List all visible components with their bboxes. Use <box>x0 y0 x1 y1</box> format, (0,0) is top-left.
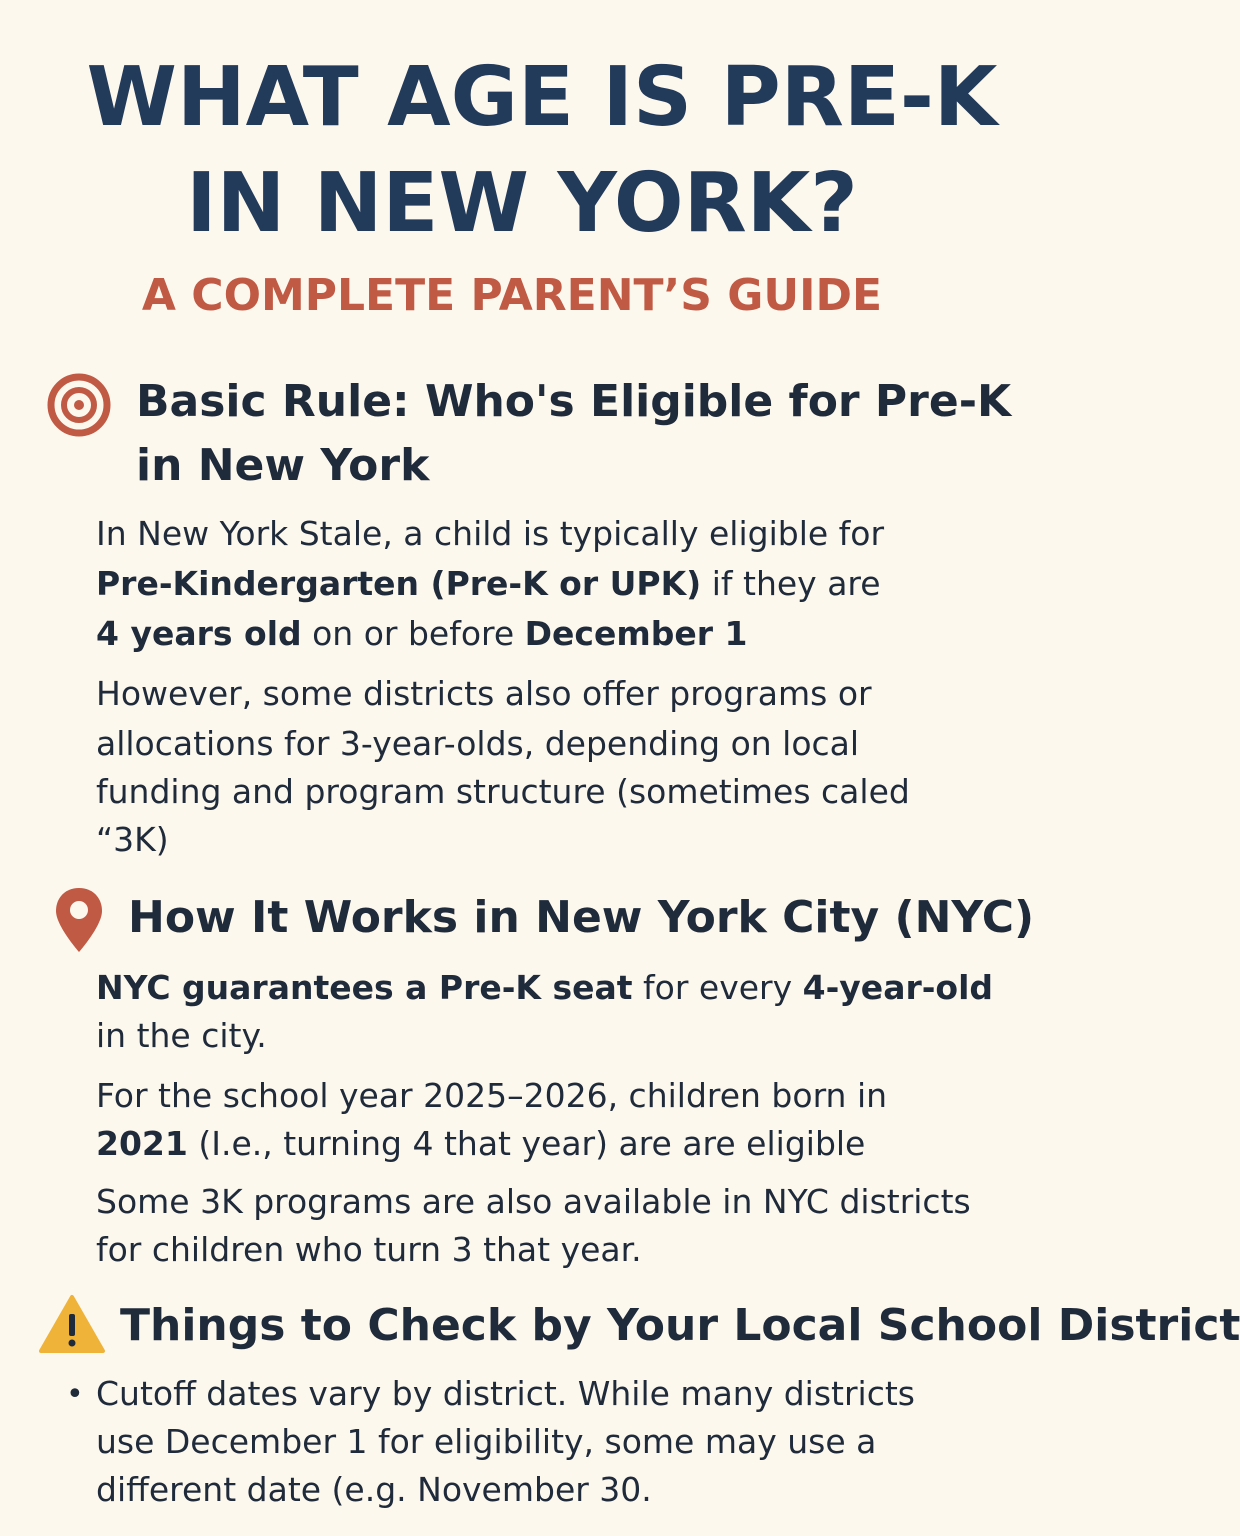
page-title-line2: IN NEW YORK? <box>186 156 858 251</box>
section2-p2-line2-rest: (I.e., turning 4 that year) are are eligible <box>187 1124 866 1163</box>
birth-year: 2021 <box>96 1124 188 1163</box>
section3-bullet1-line2: use December 1 for eligibility, some may use a <box>96 1422 877 1461</box>
section1-p1-line3 <box>96 610 748 658</box>
target-icon <box>46 372 112 438</box>
map-pin-icon <box>54 886 104 956</box>
age-four: 4-year-old <box>802 968 994 1007</box>
section2-p2-line1: For the school year 2025–2026, children born in <box>96 1076 888 1115</box>
section1-heading-line2: in New York <box>136 440 430 491</box>
section3-bullet1-line3: different date (e.g. November 30. <box>96 1470 652 1509</box>
cutoff-date: December 1 <box>524 614 748 653</box>
section1-heading-line1: Basic Rule: Who's Eligible for Pre-K <box>136 376 1012 427</box>
section3-heading: Things to Check by Your Local School District <box>120 1300 1240 1351</box>
section2-p1-line2: in the city. <box>96 1016 267 1055</box>
section1-p2-line1: However, some districts also offer programs or <box>96 674 872 713</box>
section1-p1-line2 <box>96 560 881 608</box>
bullet-marker: • <box>66 1377 84 1412</box>
section1-p1-line3-mid: on or before <box>301 614 525 653</box>
section1-p2-line3: funding and program structure (sometimes caled <box>96 772 910 811</box>
section2-p3-line2: for children who turn 3 that year. <box>96 1230 642 1269</box>
section2-p1-line1 <box>96 964 993 1012</box>
upk-term: Pre-Kindergarten (Pre-K or UPK) <box>96 564 702 603</box>
section1-p2-line4: “3K) <box>96 820 169 859</box>
section1-p1-line1: In New York Stale, a child is typically eligible for <box>96 514 885 553</box>
section2-heading: How It Works in New York City (NYC) <box>128 892 1035 943</box>
section2-p3-line1: Some 3K programs are also available in NYC districts <box>96 1182 971 1221</box>
section1-p1-line2-rest: if they are <box>701 564 881 603</box>
section1-p2-line2: allocations for 3-year-olds, depending on local <box>96 724 860 763</box>
section2-p1-line1-mid: for every <box>632 968 803 1007</box>
page-subtitle: A COMPLETE PARENT’S GUIDE <box>141 270 883 321</box>
age-requirement: 4 years old <box>96 614 302 653</box>
warning-icon <box>38 1294 106 1354</box>
page-title-line1: WHAT AGE IS PRE-K <box>86 50 998 145</box>
nyc-guarantee: NYC guarantees a Pre-K seat <box>96 968 633 1007</box>
section2-p2-line2 <box>96 1120 865 1168</box>
section3-bullet1-line1: Cutoff dates vary by district. While many districts <box>96 1374 915 1413</box>
